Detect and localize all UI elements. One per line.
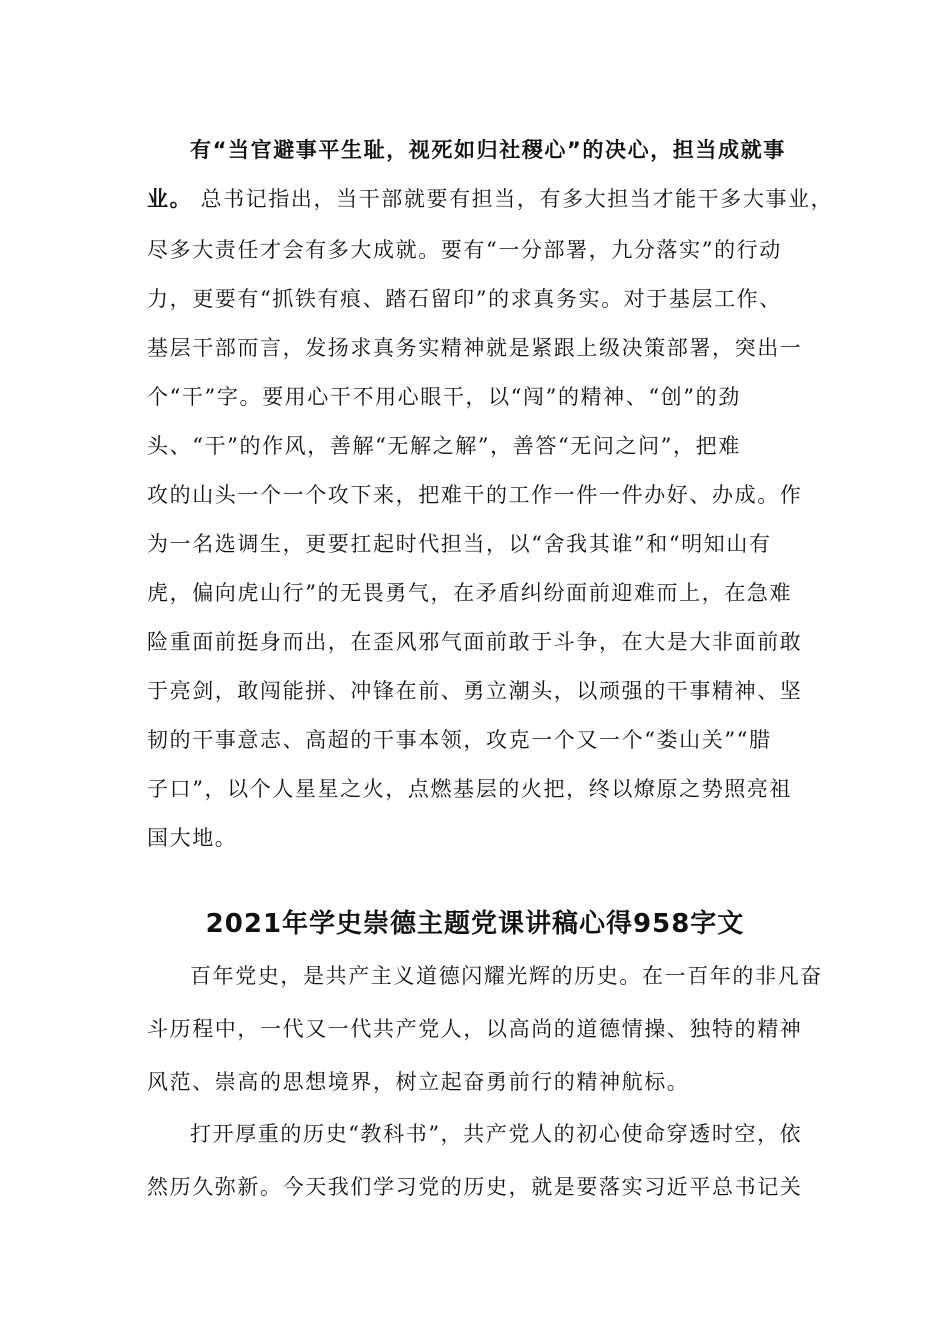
- paragraph-line-bold: 有“当官避事平生耻，视死如归社稷心”的决心，担当成就事: [190, 138, 786, 162]
- paragraph-line: 然历久弥新。今天我们学习党的历史，就是要落实习近平总书记关: [147, 1175, 803, 1199]
- line-text: 总书记指出，当干部就要有担当，有多大担当才能干多大事业，: [192, 187, 834, 211]
- paragraph-line: 打开厚重的历史“教科书”，共产党人的初心使命穿透时空，依: [190, 1122, 803, 1146]
- paragraph-line: 虎，偏向虎山行”的无畏勇气，在矛盾纠纷面前迎难而上，在急难: [147, 581, 793, 605]
- paragraph-line: 个“干”字。要用心干不用心眼干，以“闯”的精神、“创”的劲: [147, 385, 741, 409]
- paragraph-line: 子口”，以个人星星之火，点燃基层的火把，终以燎原之势照亮祖: [147, 777, 793, 801]
- paragraph-line: 为一名选调生，更要扛起时代担当，以“舍我其谁”和“明知山有: [147, 532, 772, 556]
- paragraph-line: 力，更要有“抓铁有痕、踏石留印”的求真务实。对于基层工作、: [147, 287, 782, 311]
- paragraph-line: 险重面前挺身而出，在歪风邪气面前敢于斗争，在大是大非面前敢: [147, 630, 803, 654]
- paragraph-line: 百年党史，是共产主义道德闪耀光辉的历史。在一百年的非凡奋: [190, 964, 823, 988]
- paragraph-line: 韧的干事意志、高超的干事本领，攻克一个又一个“娄山关”“腊: [147, 728, 772, 752]
- paragraph-line: 风范、崇高的思想境界，树立起奋勇前行的精神航标。: [147, 1070, 690, 1094]
- paragraph-line: [147, 185, 833, 213]
- paragraph-line: 基层干部而言，发扬求真务实精神就是紧跟上级决策部署，突出一: [147, 336, 803, 360]
- bold-lead: 业。: [147, 187, 193, 211]
- article-heading: 2021年学史崇德主题党课讲稿心得958字文: [205, 909, 745, 939]
- paragraph-line: 斗历程中，一代又一代共产党人，以高尚的道德情操、独特的精神: [147, 1017, 803, 1041]
- paragraph-line: 尽多大责任才会有多大成就。要有“一分部署，九分落实”的行动: [147, 238, 782, 262]
- paragraph-line: 攻的山头一个一个攻下来，把难干的工作一件一件办好、办成。作: [147, 483, 803, 507]
- paragraph-line: 于亮剑，敢闯能拼、冲锋在前、勇立潮头，以顽强的干事精神、坚: [147, 679, 803, 703]
- paragraph-line: 头、“干”的作风，善解“无解之解”，善答“无问之问”，把难: [147, 434, 741, 458]
- paragraph-line-last: 国大地。: [147, 826, 238, 850]
